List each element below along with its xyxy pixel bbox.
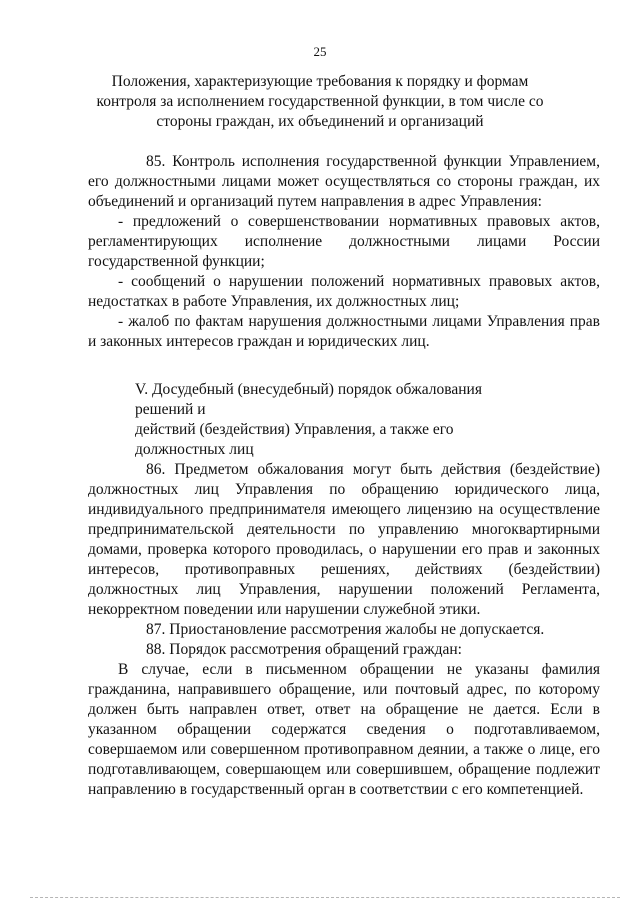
section-heading-control: Положения, характеризующие требования к порядку и формам контроля за исполнением государственной функции, в том числе со стороны граждан, их объединений и организаций xyxy=(96,73,544,130)
paragraph-85-block xyxy=(88,152,600,352)
paragraph-85: 85. Контроль исполнения государственной функции Управлением, его должностными лицами может осуществляться со стороны граждан, их объединений и организаций путем направления в адрес Управления: xyxy=(88,153,600,210)
section-heading-v-line1: V. Досудебный (внесудебный) порядок обжалования решений и xyxy=(135,381,482,418)
paragraph-87: 87. Приостановление рассмотрения жалобы не допускается. xyxy=(146,621,545,638)
section-heading-v xyxy=(135,380,515,460)
list-item-proposals: - предложений о совершенствовании нормативных правовых актов, регламентирующих исполнение должностными лицами России государственной функции; xyxy=(88,213,600,270)
list-item-complaints: - жалоб по фактам нарушения должностными лицами Управления прав и законных интересов граждан и юридических лиц. xyxy=(88,313,600,350)
section-heading-v-line2: действий (бездействия) Управления, а также его должностных лиц xyxy=(135,421,454,458)
paragraph-88-text: В случае, если в письменном обращении не указаны фамилия гражданина, направившего обращение, или почтовый адрес, по которому должен быть направлен ответ, ответ на обращение не дается. Если в указанном обращении содержатся сведения о подготавливаемом, совершаемом или совершенном противоправном деянии, а также о лице, его подготавливающем, совершающем или совершившем, обращение подлежит направлению в государственный орган в соответствии с его компетенцией. xyxy=(88,661,600,798)
footer-rule xyxy=(30,897,620,898)
paragraphs-86-88-block xyxy=(88,460,600,800)
page-number: 25 xyxy=(313,44,327,59)
paragraph-86: 86. Предметом обжалования могут быть действия (бездействие) должностных лиц Управления по обращению юридического лица, индивидуального предпринимателя имеющего лицензию на осуществление предпринимательской деятельности по управлению многоквартирными домами, проверка которого проводилась, о нарушении его прав и законных интересов, противоправных решениях, действиях (бездействии) должностных лиц Управления, нарушении положений Регламента, некорректном поведении или нарушении служебной этики. xyxy=(88,461,600,618)
list-item-reports: - сообщений о нарушении положений нормативных правовых актов, недостатках в работе Управления, их должностных лиц; xyxy=(88,273,600,310)
paragraph-88: 88. Порядок рассмотрения обращений граждан: xyxy=(146,641,462,658)
